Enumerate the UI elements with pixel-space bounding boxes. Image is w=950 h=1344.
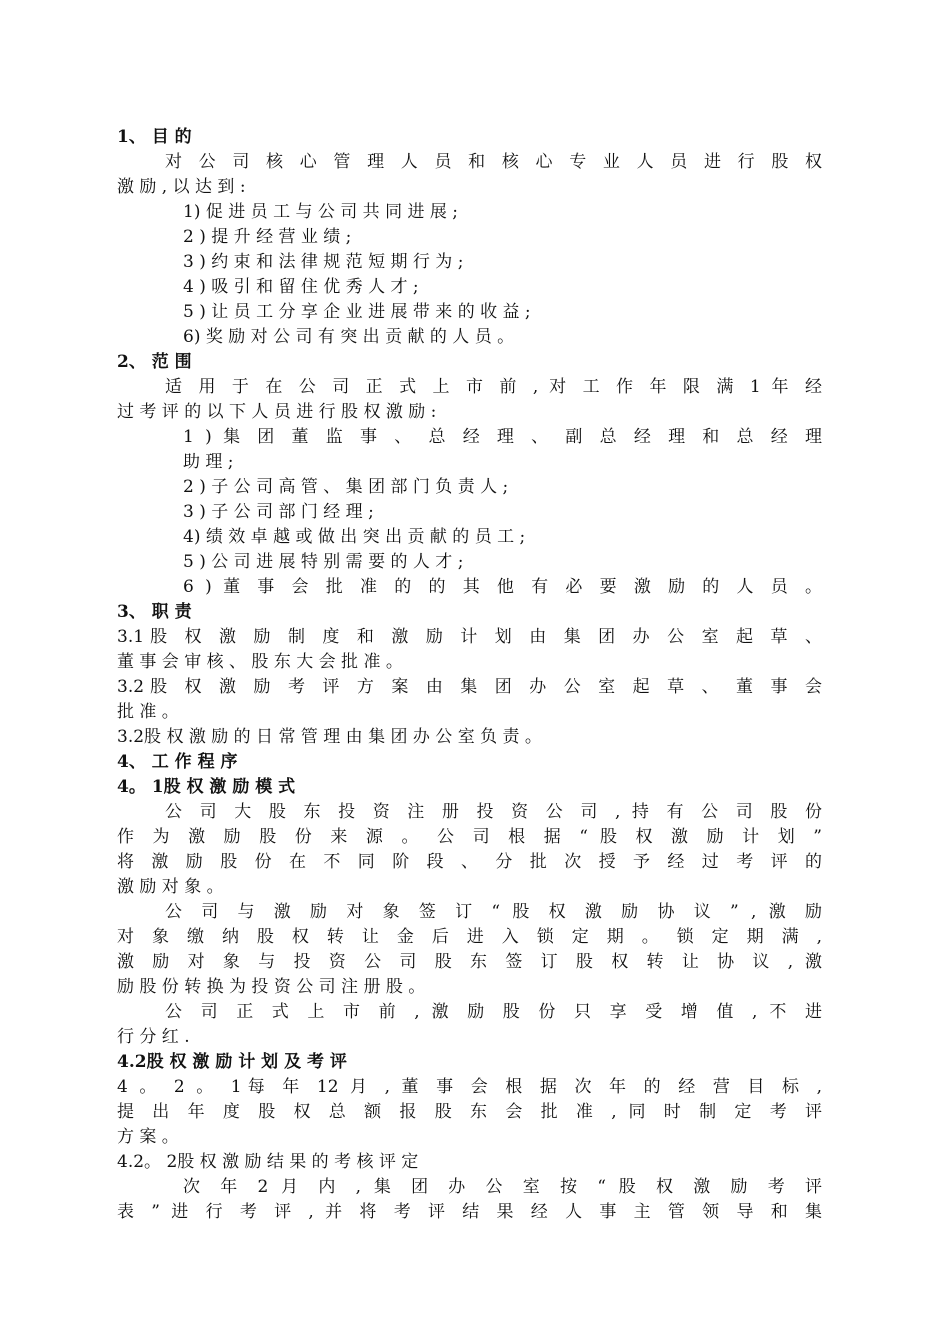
list-item: 6) 奖 励 对 公 司 有 突 出 贡 献 的 人 员 。 [183, 327, 515, 347]
paragraph-line: 励 股 份 转 换 为 投 资 公 司 注 册 股 。 [117, 977, 426, 997]
paragraph-line: 公 司 与 激 励 对 象 签 订 “ 股 权 激 励 协 议 ” , 激 励 [165, 902, 822, 922]
section-heading-scope: 2、 范 围 [117, 352, 192, 372]
paragraph-line: 3.2股 权 激 励 的 日 常 管 理 由 集 团 办 公 室 负 责 。 [117, 727, 542, 747]
paragraph-line: 提 出 年 度 股 权 总 额 报 股 东 会 批 准 , 同 时 制 定 考 评 [117, 1102, 822, 1122]
paragraph-line: 3.1股 权 激 励 制 度 和 激 励 计 划 由 集 团 办 公 室 起 草 、 [117, 627, 822, 647]
paragraph-line: 激 励 对 象 。 [117, 877, 224, 897]
list-item: 3 ) 子 公 司 部 门 经 理 ; [183, 502, 374, 522]
paragraph-line: 过 考 评 的 以 下 人 员 进 行 股 权 激 励 : [117, 402, 437, 422]
paragraph-line: 适 用 于 在 公 司 正 式 上 市 前 , 对 工 作 年 限 满 1 年 经 [165, 377, 822, 397]
section-heading-duties: 3、 职 责 [117, 602, 192, 622]
list-item: 2 ) 提 升 经 营 业 绩 ; [183, 227, 352, 247]
list-item: 2 ) 子 公 司 高 管 、 集 团 部 门 负 责 人 ; [183, 477, 509, 497]
paragraph-line: 4 。 2 。 1每 年 12 月 , 董 事 会 根 据 次 年 的 经 营 目 标 , [117, 1077, 822, 1097]
paragraph-line: 董 事 会 审 核 、 股 东 大 会 批 准 。 [117, 652, 403, 672]
subsection-heading: 4.2股 权 激 励 计 划 及 考 评 [117, 1052, 347, 1072]
subsection-heading: 4.2。 2股 权 激 励 结 果 的 考 核 评 定 [117, 1152, 419, 1172]
list-item: 5 ) 公 司 进 展 特 别 需 要 的 人 才 ; [183, 552, 464, 572]
paragraph-line: 作 为 激 励 股 份 来 源 。 公 司 根 据 “ 股 权 激 励 计 划 ” [117, 827, 822, 847]
paragraph-line: 公 司 正 式 上 市 前 , 激 励 股 份 只 享 受 增 值 , 不 进 [165, 1002, 822, 1022]
paragraph-line: 次 年 2 月 内 , 集 团 办 公 室 按 “ 股 权 激 励 考 评 [183, 1177, 822, 1197]
paragraph-line: 3.2股 权 激 励 考 评 方 案 由 集 团 办 公 室 起 草 、 董 事 会 [117, 677, 822, 697]
paragraph-line: 批 准 。 [117, 702, 179, 722]
paragraph-line: 表 ” 进 行 考 评 , 并 将 考 评 结 果 经 人 事 主 管 领 导 和 集 [117, 1202, 822, 1222]
paragraph-line: 方 案 。 [117, 1127, 179, 1147]
list-item: 4 ) 吸 引 和 留 住 优 秀 人 才 ; [183, 277, 419, 297]
paragraph-line: 行 分 红 . [117, 1027, 190, 1047]
section-heading-purpose: 1、 目 的 [117, 127, 192, 147]
subsection-heading: 4。 1股 权 激 励 模 式 [117, 777, 296, 797]
paragraph-line: 激 励 对 象 与 投 资 公 司 股 东 签 订 股 权 转 让 协 议 , 激 [117, 952, 822, 972]
section-heading-procedure: 4、 工 作 程 序 [117, 752, 238, 772]
paragraph-line: 将 激 励 股 份 在 不 同 阶 段 、 分 批 次 授 予 经 过 考 评 的 [117, 852, 822, 872]
paragraph-line: 激 励 , 以 达 到 : [117, 177, 246, 197]
list-item: 助 理 ; [183, 452, 234, 472]
list-item: 1) 促 进 员 工 与 公 司 共 同 进 展 ; [183, 202, 459, 222]
list-item: 4) 绩 效 卓 越 或 做 出 突 出 贡 献 的 员 工 ; [183, 527, 526, 547]
list-item: 6 ) 董 事 会 批 准 的 的 其 他 有 必 要 激 励 的 人 员 。 [183, 577, 822, 597]
list-item: 3 ) 约 束 和 法 律 规 范 短 期 行 为 ; [183, 252, 464, 272]
list-item: 5 ) 让 员 工 分 享 企 业 进 展 带 来 的 收 益 ; [183, 302, 531, 322]
paragraph-line: 对 象 缴 纳 股 权 转 让 金 后 进 入 锁 定 期 。 锁 定 期 满 , [117, 927, 822, 947]
paragraph-line: 对 公 司 核 心 管 理 人 员 和 核 心 专 业 人 员 进 行 股 权 [165, 152, 822, 172]
paragraph-line: 公 司 大 股 东 投 资 注 册 投 资 公 司 , 持 有 公 司 股 份 [165, 802, 822, 822]
list-item: 1 ) 集 团 董 监 事 、 总 经 理 、 副 总 经 理 和 总 经 理 [183, 427, 822, 447]
